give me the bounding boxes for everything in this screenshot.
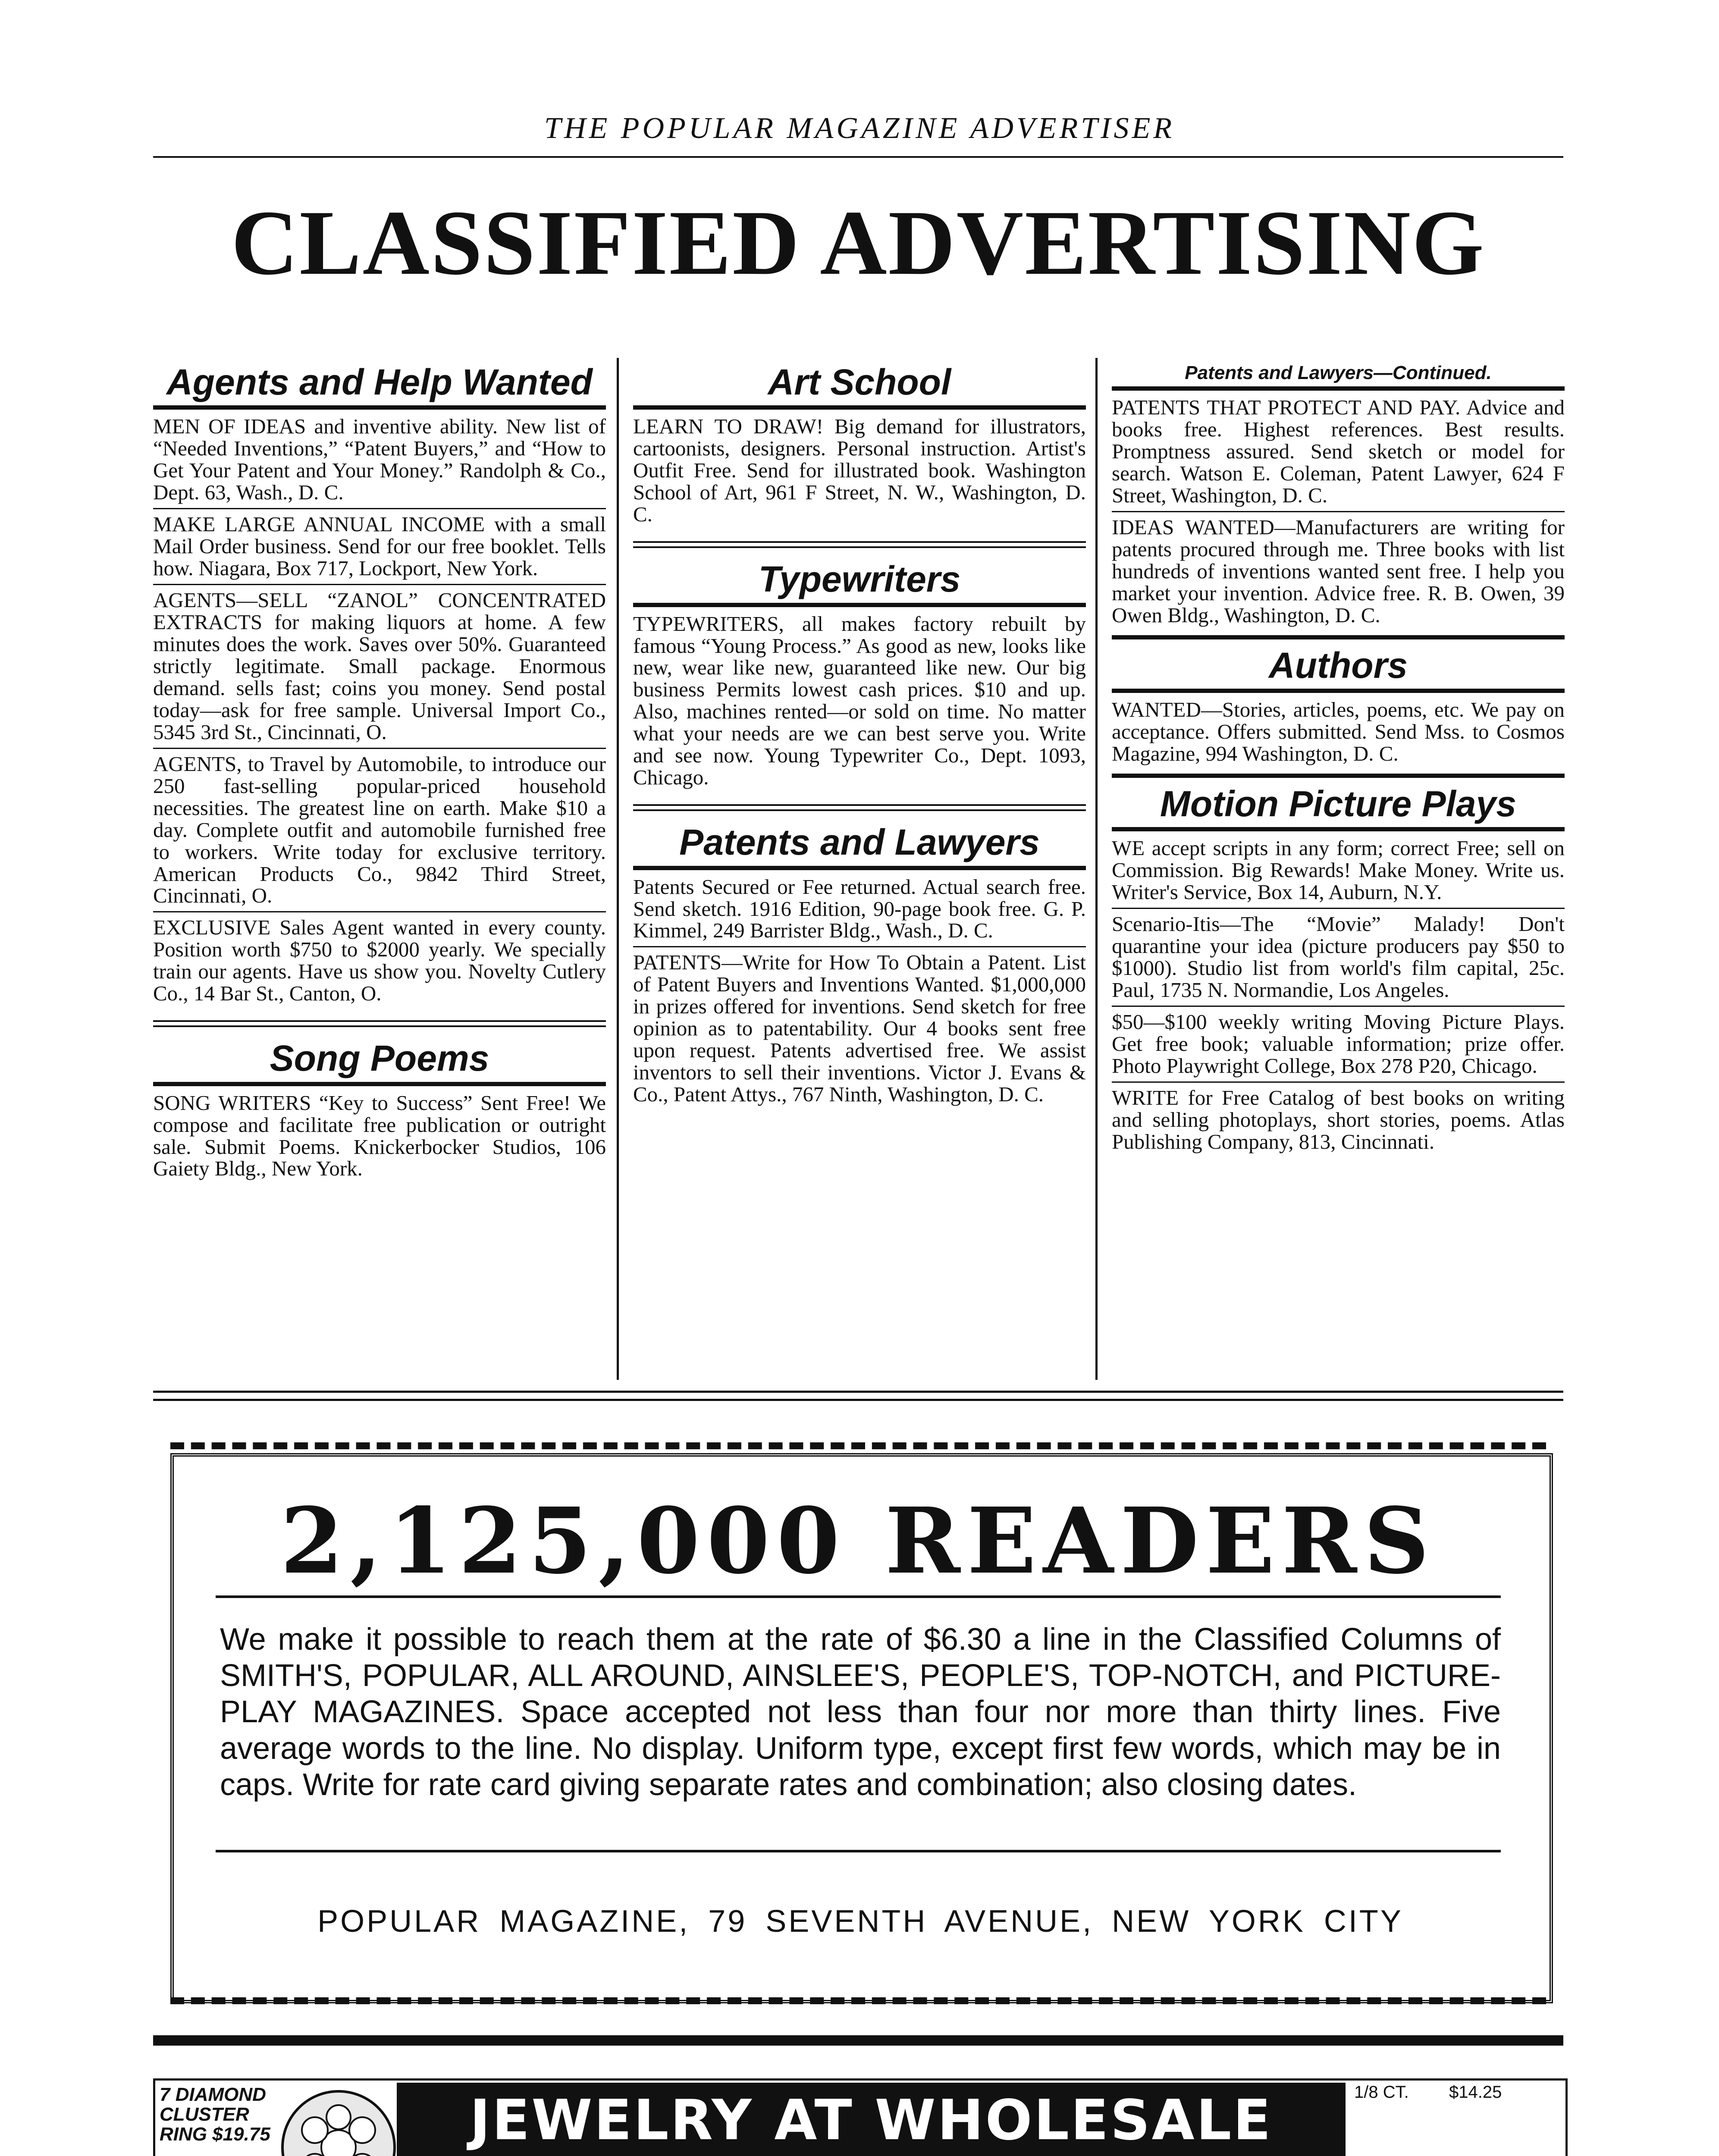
classified-ad: WE accept scripts in any form; correct Free; sell on Commission. Big Rewards! Make Money. Write us. Writer's Service, Box 14, Auburn, N.Y. bbox=[1112, 837, 1565, 909]
section-heading: Song Poems bbox=[270, 1038, 489, 1079]
diamond-ring-icon bbox=[1233, 2152, 1415, 2156]
column-divider bbox=[1095, 358, 1098, 1380]
ring-price: $14.25 bbox=[1449, 2083, 1502, 2102]
section-rule bbox=[1112, 635, 1565, 639]
section-divider bbox=[633, 804, 1086, 811]
classified-ad: SONG WRITERS “Key to Success” Sent Free! We compose and facilitate free publication or outright sale. Submit Poems. Knickerbocker Studios, 106 Gaiety Bldg., New York. bbox=[153, 1091, 606, 1181]
section-rule bbox=[1112, 827, 1565, 831]
classified-ad: PATENTS—Write for How To Obtain a Patent. List of Patent Buyers and Inventions Wanted. $1,000,000 in prizes offered for inventions. Send sketch for free opinion as to patentability. Our 4 books sent free upon request. Patents advertised free. We assist inventors to sell their inventions. Victor J. Evans & Co., Patent Attys., 767 Ninth, Washington, D. C. bbox=[633, 950, 1086, 1106]
readers-headline: 2,125,000 READERS bbox=[280, 1488, 1437, 1594]
heavy-separator bbox=[153, 2035, 1563, 2046]
section-rule bbox=[153, 405, 606, 410]
section-divider bbox=[633, 541, 1086, 548]
section-rule bbox=[153, 1082, 606, 1086]
box-border-bottom bbox=[170, 1997, 1546, 2004]
classified-ad: PATENTS THAT PROTECT AND PAY. Advice and books free. Highest references. Best results. Promptness assured. Send sketch or model for search. Watson E. Coleman, Patent Lawyer, 624 F Street, Washington, D. C. bbox=[1112, 397, 1565, 512]
running-header: THE POPULAR MAGAZINE ADVERTISER bbox=[544, 112, 1175, 145]
classified-ad: Patents Secured or Fee returned. Actual search free. Send sketch. 1916 Edition, 90-page book free. G. P. Kimmel, 249 Barrister Bldg., Wash., D. C. bbox=[633, 876, 1086, 948]
section-rule bbox=[1112, 774, 1565, 778]
classified-ad: $50—$100 weekly writing Moving Picture Plays. Get free book; valuable information; prize offer. Photo Playwright College, Box 278 P20, Chicago. bbox=[1112, 1011, 1565, 1083]
column-1 bbox=[153, 358, 606, 1188]
column-3 bbox=[1112, 358, 1565, 1162]
classified-ad: EXCLUSIVE Sales Agent wanted in every county. Position worth $750 to $2000 yearly. We specially train our agents. Have us show you. Novelty Cutlery Co., 14 Bar St., Canton, O. bbox=[153, 915, 606, 1006]
section-heading: Motion Picture Plays bbox=[1160, 783, 1517, 824]
classified-ad: MAKE LARGE ANNUAL INCOME with a small Mail Order business. Send for our free booklet. Tells how. Niagara, Box 717, Lockport, New York. bbox=[153, 514, 606, 585]
column-divider bbox=[617, 358, 619, 1380]
classified-ad: IDEAS WANTED—Manufacturers are writing for patents procured through me. Three books with list hundreds of inventions wanted sent free. I help you market your invention. Advice free. R. B. Owen, 39 Owen Bldg., Washington, D. C. bbox=[1112, 515, 1565, 627]
section-rule bbox=[1112, 689, 1565, 693]
section-heading: Patents and Lawyers—Continued. bbox=[1185, 362, 1492, 383]
readers-body: We make it possible to reach them at the rate of $6.30 a line in the Classified Columns of SMITH'S, POPULAR, ALL AROUND, AINSLEE'S, PEOPLE'S, TOP-NOTCH, and PICTURE-PLAY MAGAZINES. Space accepted not less than four nor more than thirty lines. Five average words to the line. No display. Uniform type, except first few words, which may be in caps. Write for rate card giving separate rates and combination; also closing dates. bbox=[220, 1622, 1501, 1802]
classified-ad: AGENTS—SELL “ZANOL” CONCENTRATED EXTRACTS for making liquors at home. A few minutes does the work. Saves over 50%. Guaranteed strictly legitimate. Small package. Enormous demand. sells fast; coins you money. Send postal today—ask for free sample. Universal Import Co., 5345 3rd St., Cincinnati, O. bbox=[153, 589, 606, 749]
box-border-top bbox=[170, 1442, 1546, 1449]
page-title: CLASSIFIED ADVERTISING bbox=[231, 191, 1486, 294]
column-2 bbox=[633, 358, 1086, 1114]
section-separator bbox=[153, 1391, 1563, 1401]
section-rule bbox=[1112, 386, 1565, 391]
classified-ad: TYPEWRITERS, all makes factory rebuilt by famous “Young Process.” As good as new, looks like new, wear like new, guaranteed like new. Our big business Permits lowest cash prices. $10 and up. Also, machines rented—or sold on time. No matter what your needs are we can best serve you. Write and see now. Young Typewriter Co., Dept. 1093, Chicago. bbox=[633, 611, 1086, 790]
section-rule bbox=[633, 866, 1086, 870]
section-rule bbox=[633, 603, 1086, 607]
magazine-address: POPULAR MAGAZINE, 79 SEVENTH AVENUE, NEW YORK CITY bbox=[317, 1904, 1403, 1939]
section-rule bbox=[633, 405, 1086, 410]
classified-ad: WANTED—Stories, articles, poems, etc. We pay on acceptance. Offers submitted. Send Mss. to Cosmos Magazine, 994 Washington, D. C. bbox=[1112, 697, 1565, 765]
section-divider bbox=[153, 1020, 606, 1027]
jewelry-banner: JEWELRY AT WHOLESALE bbox=[397, 2083, 1346, 2156]
section-heading: Patents and Lawyers bbox=[679, 822, 1040, 863]
header-rule bbox=[153, 156, 1563, 158]
classified-ad: AGENTS, to Travel by Automobile, to introduce our 250 fast-selling popular-priced household necessities. The greatest line on earth. Make $10 a day. Complete outfit and automobile furnished free to workers. Write today for exclusive territory. American Products Co., 9842 Third Street, Cincinnati, O. bbox=[153, 753, 606, 913]
section-heading: Agents and Help Wanted bbox=[166, 362, 593, 402]
section-heading: Typewriters bbox=[758, 559, 961, 600]
classified-ad: WRITE for Free Catalog of best books on writing and selling photoplays, short stories, poems. Atlas Publishing Company, 813, Cincinnati. bbox=[1112, 1085, 1565, 1153]
headline-rule bbox=[216, 1595, 1501, 1598]
body-rule bbox=[216, 1850, 1501, 1852]
section-heading: Art School bbox=[768, 362, 951, 402]
classified-ad: MEN OF IDEAS and inventive ability. New list of “Needed Inventions,” “Patent Buyers,” and “How to Get Your Patent and Your Money.” Randolph & Co., Dept. 63, Wash., D. C. bbox=[153, 416, 606, 509]
diamond-cluster-icon bbox=[276, 2083, 401, 2156]
classified-ad: Scenario-Itis—The “Movie” Malady! Don't quarantine your idea (picture producers pay $50 to $1000). Studio list from world's film capital, 25c. Paul, 1735 N. Normandie, Los Angeles. bbox=[1112, 913, 1565, 1007]
diamond-cluster-ring-label: 7 DIAMOND CLUSTER RING $19.75 bbox=[160, 2084, 270, 2145]
classified-ad: LEARN TO DRAW! Big demand for illustrators, cartoonists, designers. Personal instruction. Artist's Outfit Free. Send for illustrated book. Washington School of Art, 961 F Street, N. W., Washington, D. C. bbox=[633, 414, 1086, 526]
ring-price-label: 1/8 CT. bbox=[1354, 2083, 1409, 2102]
section-heading: Authors bbox=[1269, 645, 1408, 686]
